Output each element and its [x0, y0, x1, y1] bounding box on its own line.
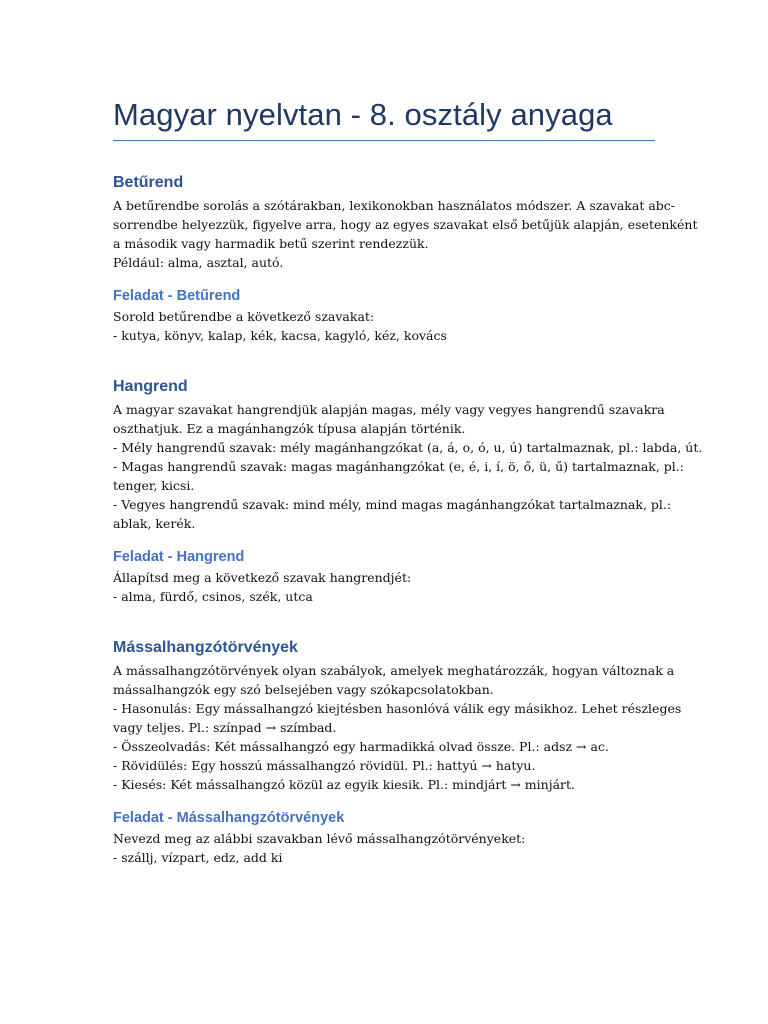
section-body-hangrend [113, 400, 703, 533]
body-line: A magyar szavakat hangrendjük alapján magas, mély vagy vegyes hangrendű szavakra [113, 402, 665, 417]
document-page [113, 0, 703, 867]
task-heading-hangrend: Feladat - Hangrend [113, 549, 245, 565]
section-heading-massalhangzotorvenyek: Mássalhangzótörvények [113, 639, 298, 656]
task-body-hangrend [113, 568, 655, 606]
section-beturend [113, 172, 698, 272]
body-line: mássalhangzók egy szó belsejében vagy szókapcsolatokban. [113, 682, 494, 697]
section-heading-hangrend: Hangrend [113, 378, 188, 395]
body-line: Például: alma, asztal, autó. [113, 255, 284, 270]
task-heading-beturend: Feladat - Betűrend [113, 288, 241, 304]
body-line: - kutya, könyv, kalap, kék, kacsa, kagyló, kéz, kovács [113, 328, 447, 343]
body-line: ablak, kerék. [113, 516, 196, 531]
body-line: oszthatjuk. Ez a magánhangzók típusa alapján történik. [113, 421, 466, 436]
section-massalhangzotorvenyek [113, 637, 682, 794]
section-hangrend [113, 376, 703, 533]
body-line: - Hasonulás: Egy mássalhangzó kiejtésben hasonlóvá válik egy másikhoz. Lehet részleges [113, 701, 682, 716]
body-line: A betűrendbe sorolás a szótárakban, lexikonokban használatos módszer. A szavakat abc- [113, 198, 675, 213]
body-line: - szállj, vízpart, edz, add ki [113, 850, 283, 865]
section-feladat-beturend [113, 286, 655, 345]
body-line: - Magas hangrendű szavak: magas magánhangzókat (e, é, i, í, ö, ő, ü, ű) tartalmaznak, pl.: [113, 459, 684, 474]
body-line: - Kiesés: Két mássalhangzó közül az egyik kiesik. Pl.: mindjárt → minjárt. [113, 777, 576, 792]
body-line: - Összeolvadás: Két mássalhangzó egy harmadikká olvad össze. Pl.: adsz → ac. [113, 739, 609, 754]
body-line: Sorold betűrendbe a következő szavakat: [113, 309, 375, 324]
section-heading-beturend: Betűrend [113, 174, 184, 191]
body-line: tenger, kicsi. [113, 478, 195, 493]
body-line: sorrendbe helyezzük, figyelve arra, hogy az egyes szavakat első betűjük alapján, esetenként [113, 217, 698, 232]
title-underline [113, 140, 655, 141]
body-line: - alma, fürdő, csinos, szék, utca [113, 589, 313, 604]
body-line: - Vegyes hangrendű szavak: mind mély, mind magas magánhangzókat tartalmaznak, pl.: [113, 497, 672, 512]
body-line: - Rövidülés: Egy hosszú mássalhangzó rövidül. Pl.: hattyú → hatyu. [113, 758, 536, 773]
section-body-beturend [113, 196, 698, 272]
task-heading-massalhangzotorvenyek: Feladat - Mássalhangzótörvények [113, 810, 345, 826]
task-body-beturend [113, 307, 655, 345]
section-feladat-massalhangzotorvenyek [113, 808, 655, 867]
section-feladat-hangrend [113, 547, 655, 606]
body-line: Nevezd meg az alábbi szavakban lévő mássalhangzótörvényeket: [113, 831, 526, 846]
body-line: vagy teljes. Pl.: színpad → szímbad. [113, 720, 337, 735]
task-body-massalhangzotorvenyek [113, 829, 655, 867]
body-line: a második vagy harmadik betű szerint rendezzük. [113, 236, 429, 251]
body-line: - Mély hangrendű szavak: mély magánhangzókat (a, á, o, ó, u, ú) tartalmaznak, pl.: labda, út. [113, 440, 703, 455]
document-title: Magyar nyelvtan - 8. osztály anyaga [113, 97, 613, 132]
section-body-massalhangzotorvenyek [113, 661, 682, 794]
body-line: A mássalhangzótörvények olyan szabályok, amelyek meghatározzák, hogyan változnak a [113, 663, 675, 678]
body-line: Állapítsd meg a következő szavak hangrendjét: [113, 570, 412, 585]
